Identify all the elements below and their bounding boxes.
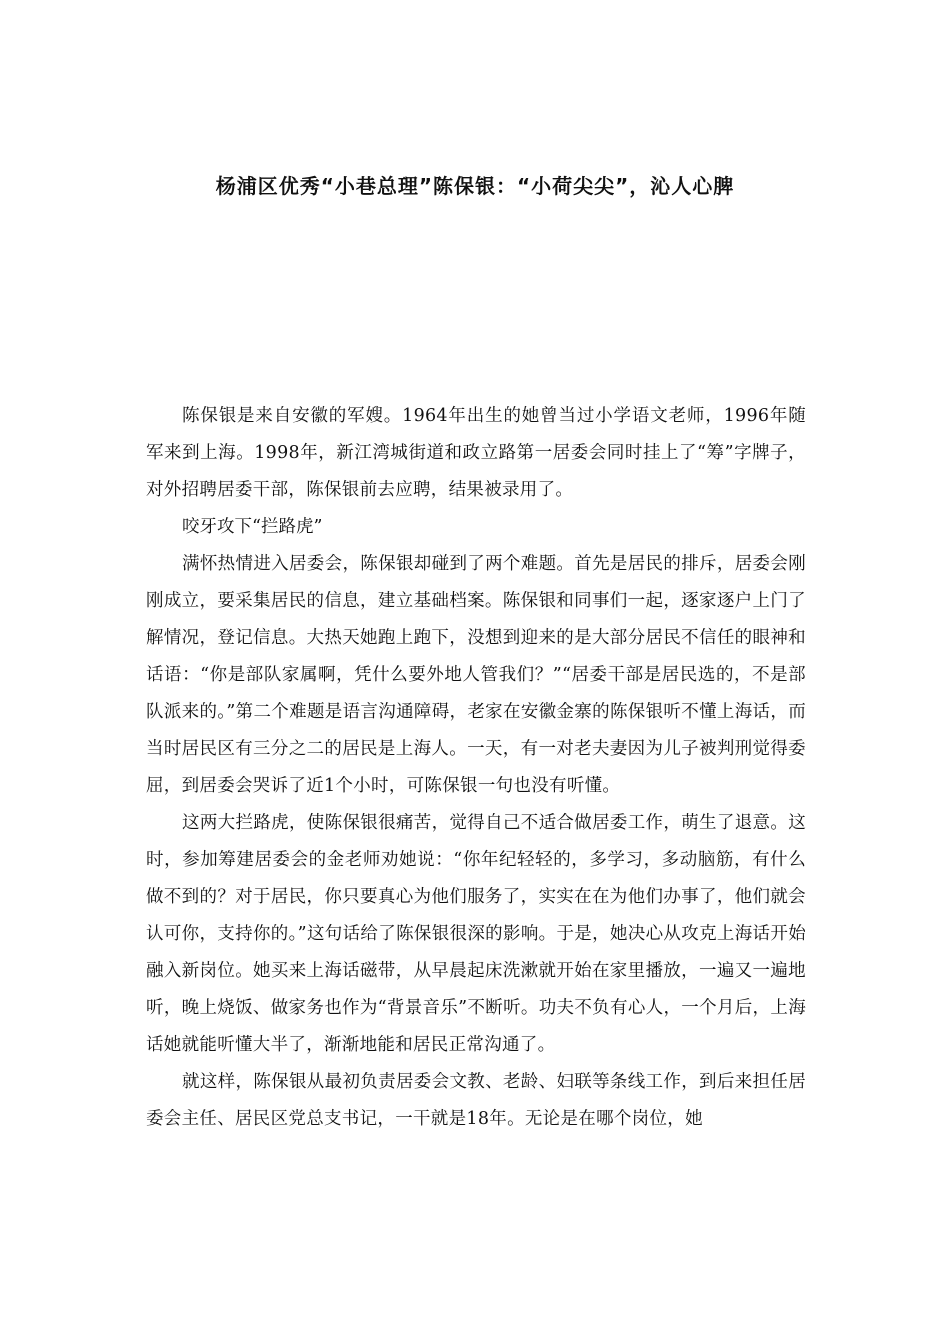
- section-heading: 咬牙攻下“拦路虎”: [182, 517, 323, 537]
- paragraph-difficulties: 满怀热情进入居委会，陈保银却碰到了两个难题。首先是居民的排斥，居委会刚刚成立，要采集居民的信息，建立基础档案。陈保银和同事们一起，逐家逐户上门了解情况，登记信息。大热天她跑上跑下，没想到迎来的是大部分居民不信任的眼神和话语：“你是部队家属啊，凭什么要外地人管我们？”“居委干部是居民选的，不是部队派来的。”第二个难题是语言沟通障碍，老家在安徽金寨的陈保银听不懂上海话，而当时居民区有三分之二的居民是上海人。一天，有一对老夫妻因为儿子被判刑觉得委屈，到居委会哭诉了近1个小时，可陈保银一句也没有听懂。: [146, 554, 806, 796]
- paragraph-intro: 陈保银是来自安徽的军嫂。1964年出生的她曾当过小学语文老师，1996年随军来到上海。1998年，新江湾城街道和政立路第一居委会同时挂上了“筹”字牌子，对外招聘居委干部，陈保银前去应聘，结果被录用了。: [146, 406, 806, 500]
- paragraph-learning: 这两大拦路虎，使陈保银很痛苦，觉得自己不适合做居委工作，萌生了退意。这时，参加筹建居委会的金老师劝她说：“你年纪轻轻的，多学习，多动脑筋，有什么做不到的？对于居民，你只要真心为他们服务了，实实在在为他们办事了，他们就会认可你，支持你的。”这句话给了陈保银很深的影响。于是，她决心从攻克上海话开始融入新岗位。她买来上海话磁带，从早晨起床洗漱就开始在家里播放，一遍又一遍地听，晚上烧饭、做家务也作为“背景音乐”不断听。功夫不负有心人，一个月后，上海话她就能听懂大半了，渐渐地能和居民正常沟通了。: [146, 813, 806, 1055]
- document-title: 杨浦区优秀“小巷总理”陈保银：“小荷尖尖”，沁人心脾: [215, 174, 735, 198]
- paragraph-career: 就这样，陈保银从最初负责居委会文教、老龄、妇联等条线工作，到后来担任居委会主任、居民区党总支书记，一干就是18年。无论是在哪个岗位，她: [146, 1072, 806, 1129]
- article-body: [146, 398, 806, 1138]
